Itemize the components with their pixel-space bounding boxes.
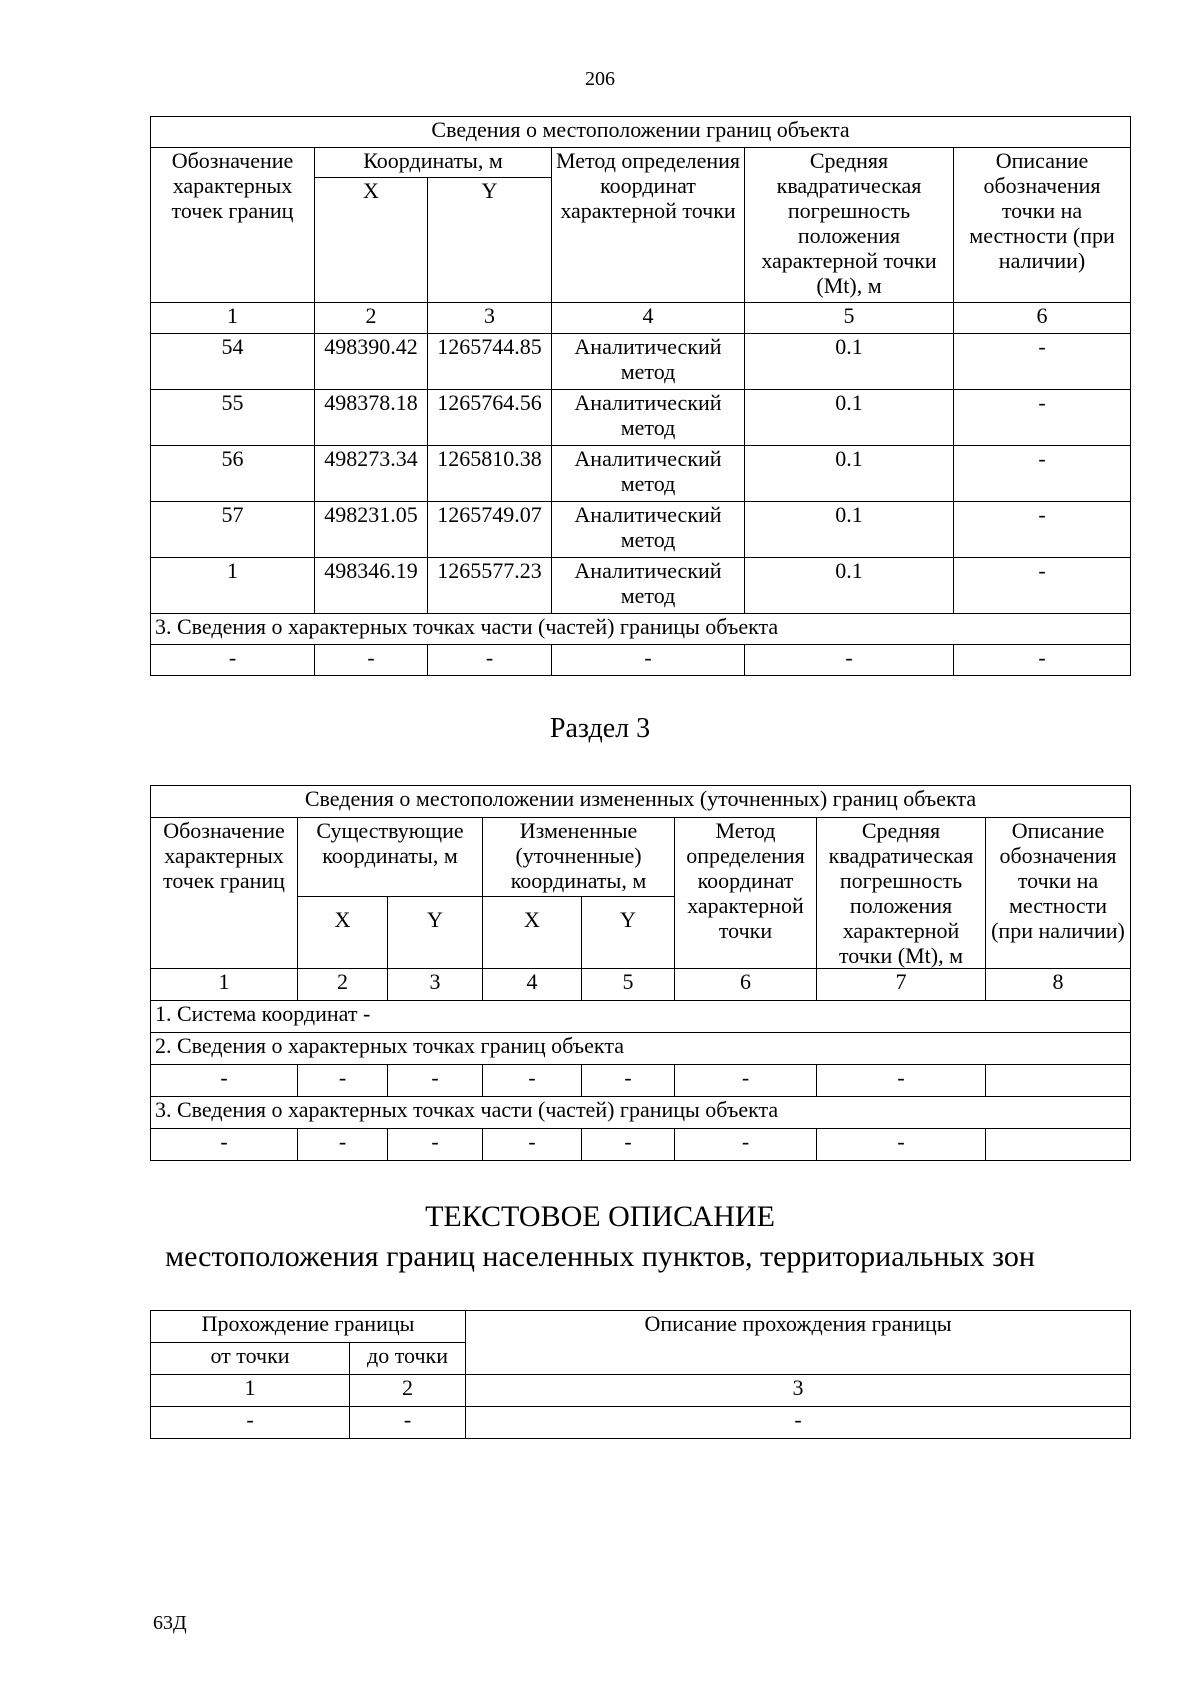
header-method: Метод определения координат характерной точки	[675, 818, 817, 969]
description: -	[954, 334, 1131, 390]
empty-cell: -	[582, 1065, 675, 1097]
empty-cell: -	[315, 645, 428, 676]
header-x: X	[315, 178, 428, 303]
section3-label: 3. Сведения о характерных точках части (частей) границы объекта	[151, 614, 1131, 645]
method: Аналитический метод	[552, 334, 745, 390]
column-number: 2	[315, 303, 428, 334]
header-existing-coordinates: Существующие координаты, м	[298, 818, 483, 897]
empty-cell: -	[745, 645, 954, 676]
table-title: Сведения о местоположении границ объекта	[151, 117, 1131, 148]
coord-y: 1265810.38	[428, 446, 552, 502]
empty-cell: -	[151, 1065, 298, 1097]
empty-cell: -	[817, 1129, 986, 1161]
table-row	[151, 446, 1131, 502]
column-number: 1	[151, 303, 315, 334]
header-y: Y	[428, 178, 552, 303]
description: -	[954, 558, 1131, 614]
header-x-existing: X	[298, 897, 388, 969]
empty-cell: -	[675, 1129, 817, 1161]
empty-cell: -	[954, 645, 1131, 676]
error: 0.1	[745, 446, 954, 502]
error: 0.1	[745, 390, 954, 446]
empty-cell: -	[298, 1065, 388, 1097]
coord-y: 1265749.07	[428, 502, 552, 558]
empty-cell: -	[817, 1065, 986, 1097]
section3-label: 3. Сведения о характерных точках части (частей) границы объекта	[151, 1097, 1131, 1129]
column-number: 1	[151, 969, 298, 1001]
coord-x: 498378.18	[315, 390, 428, 446]
empty-cell: -	[428, 645, 552, 676]
coord-x: 498346.19	[315, 558, 428, 614]
text-description-title: ТЕКСТОВОЕ ОПИСАНИЕ	[425, 1200, 775, 1233]
boundary-location-table	[150, 116, 1131, 676]
boundary-passage-table	[150, 1310, 1131, 1439]
header-error: Средняя квадратическая погрешность положения характерной точки (Mt), м	[817, 818, 986, 969]
coord-x: 498231.05	[315, 502, 428, 558]
table-row	[151, 334, 1131, 390]
column-number: 1	[151, 1375, 350, 1407]
coord-y: 1265577.23	[428, 558, 552, 614]
header-description: Описание обозначения точки на местности (при наличии)	[954, 148, 1131, 303]
coord-y: 1265744.85	[428, 334, 552, 390]
header-designation: Обозначение характерных точек границ	[151, 818, 298, 969]
empty-cell: -	[675, 1065, 817, 1097]
header-passage-description: Описание прохождения границы	[466, 1311, 1131, 1375]
table-row	[151, 645, 1131, 676]
empty-cell	[986, 1065, 1131, 1097]
empty-cell: -	[582, 1129, 675, 1161]
table-row	[151, 1407, 1131, 1439]
description: -	[954, 390, 1131, 446]
empty-cell: -	[552, 645, 745, 676]
table-title: Сведения о местоположении измененных (уточненных) границ объекта	[151, 786, 1131, 818]
description: -	[954, 502, 1131, 558]
column-number: 3	[428, 303, 552, 334]
description: -	[954, 446, 1131, 502]
column-number: 3	[388, 969, 483, 1001]
point-id: 57	[151, 502, 315, 558]
header-to-point: до точки	[350, 1343, 466, 1375]
column-number: 8	[986, 969, 1131, 1001]
header-from-point: от точки	[151, 1343, 350, 1375]
header-error: Средняя квадратическая погрешность положения характерной точки (Mt), м	[745, 148, 954, 303]
point-id: 55	[151, 390, 315, 446]
table-row	[151, 390, 1131, 446]
column-number: 2	[298, 969, 388, 1001]
header-coordinates: Координаты, м	[315, 148, 552, 178]
column-number: 5	[582, 969, 675, 1001]
method: Аналитический метод	[552, 502, 745, 558]
coord-y: 1265764.56	[428, 390, 552, 446]
table-row	[151, 558, 1131, 614]
column-number: 6	[675, 969, 817, 1001]
error: 0.1	[745, 334, 954, 390]
empty-cell: -	[298, 1129, 388, 1161]
method: Аналитический метод	[552, 558, 745, 614]
column-number: 5	[745, 303, 954, 334]
column-number: 2	[350, 1375, 466, 1407]
section-title: Раздел 3	[549, 713, 651, 744]
empty-cell	[986, 1129, 1131, 1161]
empty-cell: -	[350, 1407, 466, 1439]
error: 0.1	[745, 558, 954, 614]
coord-x: 498390.42	[315, 334, 428, 390]
point-id: 1	[151, 558, 315, 614]
table-row	[151, 1129, 1131, 1161]
error: 0.1	[745, 502, 954, 558]
empty-cell: -	[466, 1407, 1131, 1439]
empty-cell: -	[151, 645, 315, 676]
changed-boundary-table	[150, 785, 1131, 1161]
point-id: 56	[151, 446, 315, 502]
header-method: Метод определения координат характерной точки	[552, 148, 745, 303]
empty-cell: -	[151, 1407, 350, 1439]
method: Аналитический метод	[552, 446, 745, 502]
table-row	[151, 1065, 1131, 1097]
empty-cell: -	[483, 1129, 582, 1161]
text-description-subtitle: местоположения границ населенных пунктов, территориальных зон	[165, 1240, 1035, 1273]
empty-cell: -	[388, 1065, 483, 1097]
column-number: 6	[954, 303, 1131, 334]
column-number: 3	[466, 1375, 1131, 1407]
column-number: 4	[552, 303, 745, 334]
header-passage: Прохождение границы	[151, 1311, 466, 1343]
point-id: 54	[151, 334, 315, 390]
header-y-existing: Y	[388, 897, 483, 969]
header-description: Описание обозначения точки на местности (при наличии)	[986, 818, 1131, 969]
coord-x: 498273.34	[315, 446, 428, 502]
header-designation: Обозначение характерных точек границ	[151, 148, 315, 303]
column-number: 4	[483, 969, 582, 1001]
footer-code: 63Д	[153, 1612, 187, 1634]
method: Аналитический метод	[552, 390, 745, 446]
table-row	[151, 502, 1131, 558]
header-y-changed: Y	[582, 897, 675, 969]
column-number: 7	[817, 969, 986, 1001]
header-changed-coordinates: Измененные (уточненные) координаты, м	[483, 818, 675, 897]
page-number: 206	[585, 68, 615, 90]
empty-cell: -	[388, 1129, 483, 1161]
coordinate-system-label: 1. Система координат -	[151, 1001, 1131, 1033]
section2-label: 2. Сведения о характерных точках границ объекта	[151, 1033, 1131, 1065]
empty-cell: -	[151, 1129, 298, 1161]
header-x-changed: X	[483, 897, 582, 969]
empty-cell: -	[483, 1065, 582, 1097]
